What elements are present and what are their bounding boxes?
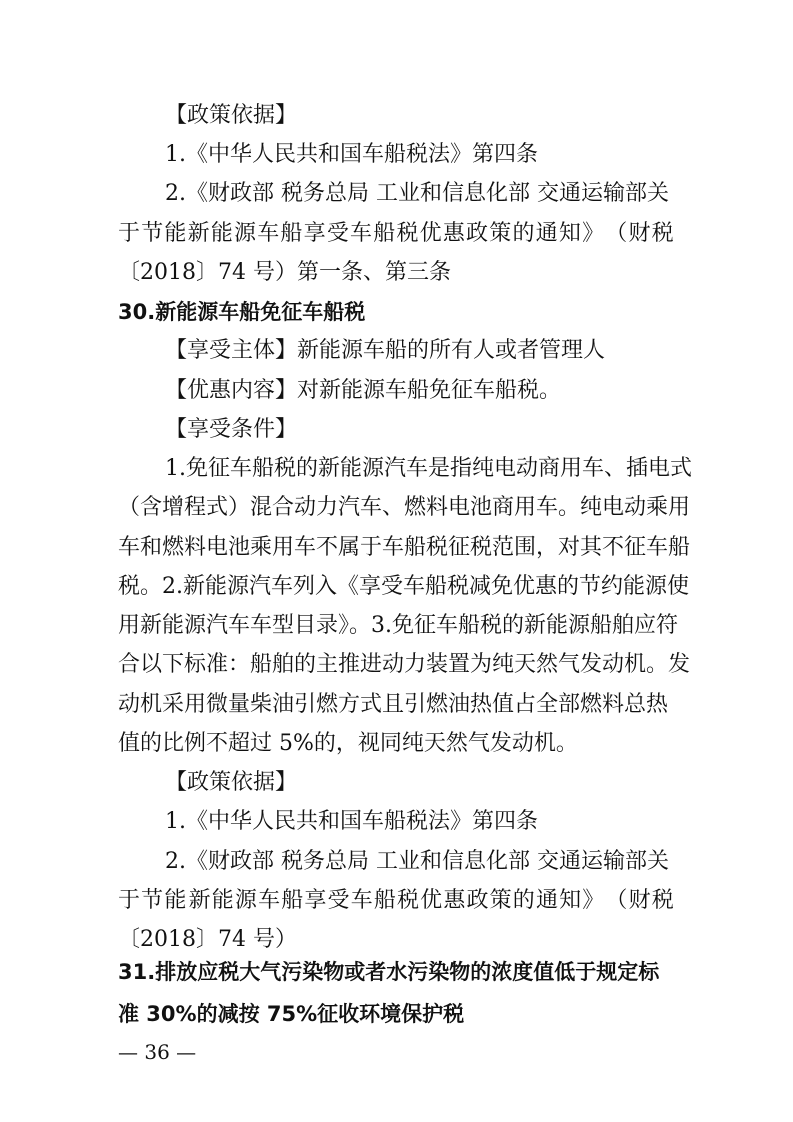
section-31-title-line-2: 准 30%的减按 75%征收环境保护税 <box>118 1002 465 1026</box>
condition-line-1: 1.免征车船税的新能源汽车是指纯电动商用车、插电式 <box>165 456 692 481</box>
condition-line-6: 合以下标准：船舶的主推进动力装置为纯天然气发动机。发 <box>118 652 691 677</box>
section-31-title-line-1: 31.排放应税大气污染物或者水污染物的浓度值低于规定标 <box>118 960 660 984</box>
policy-basis-item-2-line-1: 2.《财政部 税务总局 工业和信息化部 交通运输部关 <box>165 181 669 206</box>
condition-line-5: 用新能源汽车车型目录》。3.免征车船税的新能源船舶应符 <box>118 613 678 638</box>
policy-basis-item-2-line-2: 于 节 能 新 能 源 车 船 享 受 车 船 税 优 惠 政 策 的 通 知 》 （ 财 税 <box>118 221 674 246</box>
condition-line-7: 动机采用微量柴油引燃方式且引燃油热值占全部燃料总热 <box>118 692 669 717</box>
policy-basis-label-2: 【政策依据】 <box>165 770 298 795</box>
policy-basis-2-item-1: 1.《中华人民共和国车船税法》第四条 <box>165 809 538 834</box>
policy-basis-2-item-2-line-3: 〔2018〕74 号） <box>118 927 297 952</box>
eligible-subject: 【享受主体】新能源车船的所有人或者管理人 <box>165 338 606 363</box>
condition-line-4: 税。2.新能源汽车列入《享受车船税减免优惠的节约能源使 <box>118 574 689 599</box>
condition-line-2: （含增程式）混合动力汽车、燃料电池商用车。纯电动乘用 <box>118 495 691 520</box>
conditions-label: 【享受条件】 <box>165 417 298 442</box>
policy-basis-2-item-2-line-2: 于 节 能 新 能 源 车 船 享 受 车 船 税 优 惠 政 策 的 通 知 》 （ 财 税 <box>118 888 674 913</box>
policy-basis-item-1: 1.《中华人民共和国车船税法》第四条 <box>165 142 538 167</box>
condition-line-8: 值的比例不超过 5%的，视同纯天然气发动机。 <box>118 731 578 756</box>
condition-line-3: 车和燃料电池乘用车不属于车船税征税范围，对其不征车船 <box>118 535 691 560</box>
benefit-content: 【优惠内容】对新能源车船免征车船税。 <box>165 378 562 403</box>
policy-basis-item-2-line-3: 〔2018〕74 号）第一条、第三条 <box>118 260 451 285</box>
policy-basis-2-item-2-line-1: 2.《财政部 税务总局 工业和信息化部 交通运输部关 <box>165 849 669 874</box>
section-30-title: 30.新能源车船免征车船税 <box>118 300 366 324</box>
policy-basis-label: 【政策依据】 <box>165 103 298 128</box>
page-number: — 36 — <box>118 1040 197 1064</box>
